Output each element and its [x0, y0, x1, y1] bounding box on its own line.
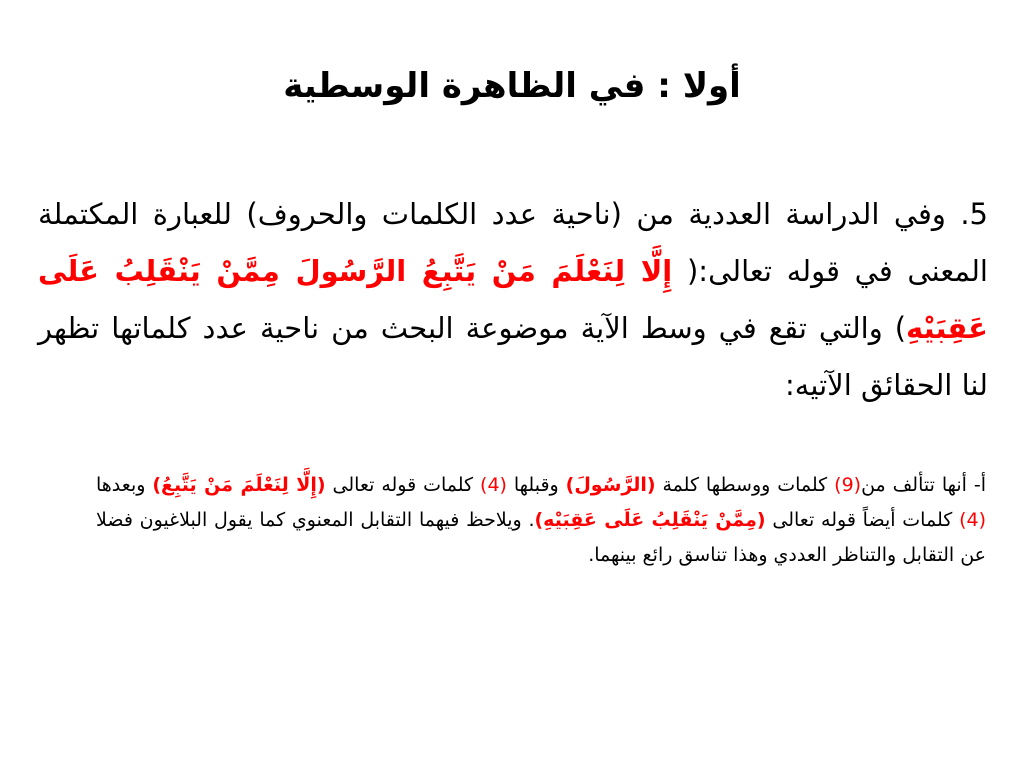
verse-after-highlight: (مِمَّنْ يَنْقَلِبُ عَلَى عَقِبَيْهِ) — [534, 509, 766, 531]
quran-verse-highlight: إِلَّا لِنَعْلَمَ مَنْ يَتَّبِعُ الرَّسُولَ مِمَّنْ يَنْقَلِبُ عَلَى عَقِبَيْهِ — [38, 254, 988, 345]
count-four-after: (4) — [959, 509, 986, 531]
sub-text-part-5: وبعدها — [96, 474, 153, 496]
middle-word-highlight: (الرَّسُولَ) — [565, 474, 656, 496]
sub-text-part-3: وقبلها — [506, 474, 566, 496]
sub-text-part-1: أ- أنها تتألف من — [861, 474, 986, 496]
main-text-part-2: ) والتي تقع في وسط الآية موضوعة البحث من ناحية عدد كلماتها تظهر لنا الحقائق الآتيه: — [38, 311, 988, 402]
slide-title: أولا : في الظاهرة الوسطية — [283, 66, 741, 106]
count-nine: (9) — [834, 474, 862, 496]
sub-text-part-7: . ويلاحظ فيهما التقابل المعنوي كما يقول البلاغيون فضلا عن التقابل والتناظر العددي وهذا تناسق رائع بينهما. — [96, 509, 986, 566]
main-paragraph — [38, 186, 988, 414]
count-four-before: (4) — [480, 474, 507, 496]
main-text-part-1: 5. وفي الدراسة العددية من (ناحية عدد الكلمات والحروف) للعبارة المكتملة المعنى في قوله تعالى:( — [38, 197, 988, 288]
sub-text-part-6: كلمات أيضاً قوله تعالى — [765, 509, 960, 531]
sub-text-part-4: كلمات قوله تعالى — [325, 474, 481, 496]
sub-paragraph — [96, 468, 986, 573]
verse-before-highlight: (إِلَّا لِنَعْلَمَ مَنْ يَتَّبِعُ) — [152, 474, 326, 496]
sub-text-part-2: كلمات ووسطها كلمة — [655, 474, 835, 496]
